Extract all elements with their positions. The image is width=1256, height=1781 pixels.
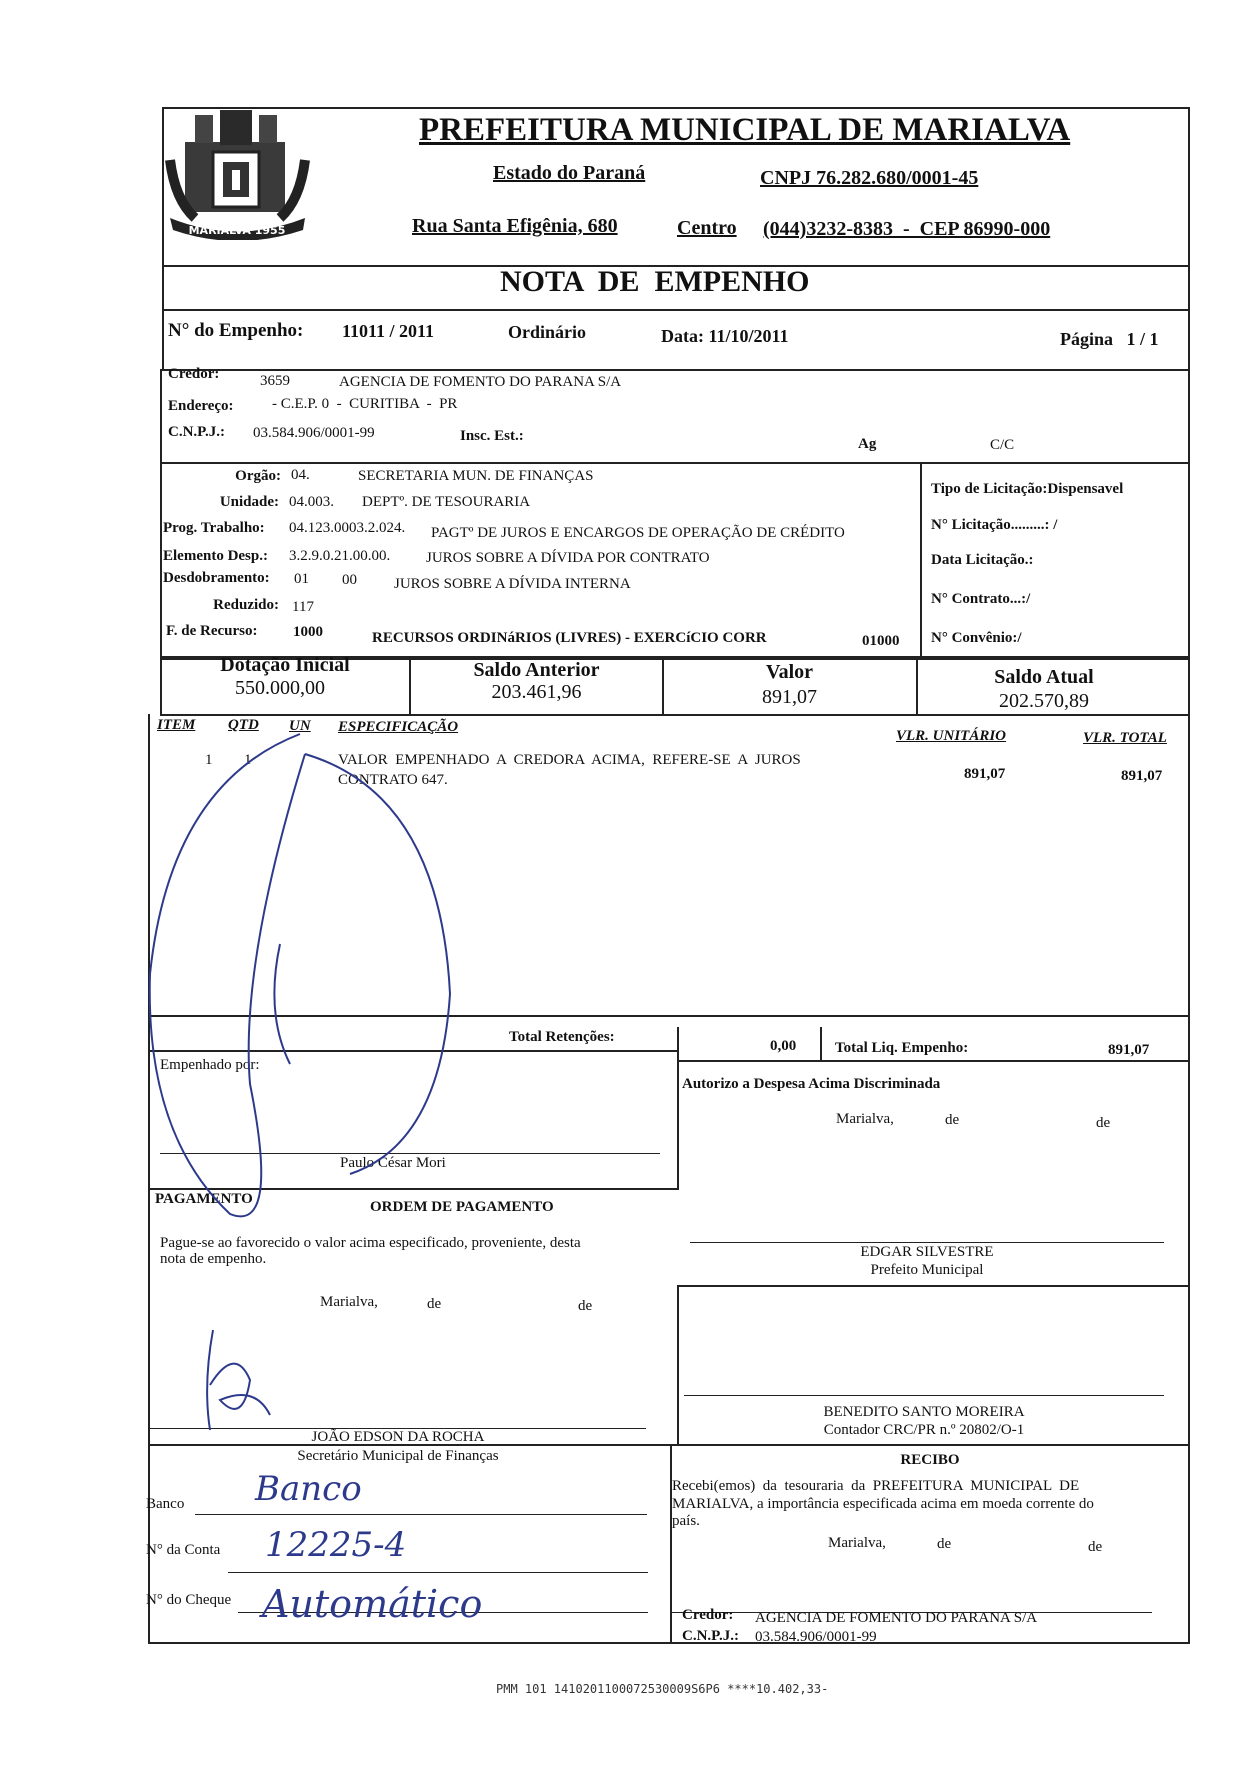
- reduzido-label: Reduzido:: [213, 597, 279, 613]
- prog-trabalho-name: PAGTº DE JUROS E ENCARGOS DE OPERAÇÃO DE CRÉDITO: [431, 525, 845, 541]
- total-liquido-label: Total Liq. Empenho:: [835, 1040, 969, 1056]
- autorizo-label: Autorizo a Despesa Acima Discriminada: [682, 1076, 941, 1092]
- pagamento-de-1: de: [427, 1296, 442, 1312]
- tipo-licitacao: Tipo de Licitação:Dispensavel: [931, 481, 1124, 497]
- recibo-line-2: MARIALVA, a importância especificada acima em moeda corrente do: [672, 1496, 1094, 1512]
- desdobramento-label: Desdobramento:: [163, 570, 270, 586]
- total-liquido-value: 891,07: [1108, 1042, 1150, 1058]
- doc-title: NOTA DE EMPENHO: [500, 265, 810, 298]
- prog-trabalho-code: 04.123.0003.2.024.: [289, 520, 406, 536]
- empenho-type: Ordinário: [508, 322, 587, 342]
- empenhado-por-label: Empenhado por:: [160, 1057, 260, 1073]
- saldo-anterior-value: 203.461,96: [491, 681, 582, 703]
- saldo-anterior-label: Saldo Anterior: [473, 659, 600, 681]
- col-header-qtd: QTD: [228, 717, 259, 733]
- item-row-item: 1: [205, 752, 213, 768]
- recurso-code2: 01000: [862, 633, 900, 649]
- credor-name: AGENCIA DE FOMENTO DO PARANA S/A: [339, 374, 622, 390]
- empenho-number: 11011 / 2011: [342, 321, 435, 341]
- numero-licitacao: N° Licitação.........: /: [931, 517, 1058, 533]
- orgao-label: Orgão:: [235, 468, 281, 484]
- insc-est-label: Insc. Est.:: [460, 428, 524, 444]
- elemento-code: 3.2.9.0.21.00.00.: [289, 548, 391, 564]
- elemento-label: Elemento Desp.:: [163, 548, 268, 564]
- autorizo-de-1: de: [945, 1112, 960, 1128]
- autorizo-city: Marialva,: [836, 1111, 894, 1127]
- header-title: PREFEITURA MUNICIPAL DE MARIALVA: [419, 112, 1071, 148]
- dotacao-inicial-label: Dotação Inicial: [220, 654, 350, 676]
- recibo-cnpj-label: C.N.P.J.:: [682, 1628, 739, 1644]
- pagamento-text-2: nota de empenho.: [160, 1251, 267, 1267]
- conta-label: N° da Conta: [146, 1542, 221, 1558]
- cheque-handwritten: Automático: [262, 1582, 483, 1626]
- item-row-total-value: 891,07: [1121, 768, 1163, 784]
- cnpj-label: C.N.P.J.:: [168, 424, 225, 440]
- autorizo-de-2: de: [1096, 1115, 1111, 1131]
- conta-handwritten: 12225-4: [265, 1525, 407, 1565]
- header-cnpj: CNPJ 76.282.680/0001-45: [760, 167, 979, 189]
- desdobramento-name: JUROS SOBRE A DÍVIDA INTERNA: [394, 576, 631, 592]
- recibo-credor-name: AGENCIA DE FOMENTO DO PARANA S/A: [755, 1610, 1038, 1626]
- empenho-date: Data: 11/10/2011: [661, 326, 789, 346]
- numero-convenio: N° Convênio:/: [931, 630, 1022, 646]
- cnpj-value: 03.584.906/0001-99: [253, 425, 375, 441]
- orgao-code: 04.: [291, 467, 310, 483]
- account-label: C/C: [990, 437, 1015, 453]
- item-row-qtd: 1: [244, 752, 252, 768]
- unidade-name: DEPTº. DE TESOURARIA: [362, 494, 531, 510]
- header-state: Estado do Paraná: [493, 162, 646, 184]
- item-row-spec-2: CONTRATO 647.: [338, 772, 448, 788]
- recurso-name: RECURSOS ORDINáRIOS (LIVRES) - EXERCíCIO CORR: [372, 630, 767, 646]
- empenho-number-label: N° do Empenho:: [168, 320, 304, 341]
- recibo-line-3: país.: [672, 1513, 700, 1529]
- municipal-crest-icon: [165, 100, 310, 240]
- page-number: Página 1 / 1: [1060, 329, 1159, 349]
- data-licitacao: Data Licitação.:: [931, 552, 1034, 568]
- prefeito-role: Prefeito Municipal: [870, 1262, 984, 1278]
- pagamento-city: Marialva,: [320, 1294, 378, 1310]
- header-address: Rua Santa Efigênia, 680: [412, 215, 618, 237]
- valor-value: 891,07: [762, 686, 817, 708]
- item-row-unit-value: 891,07: [964, 766, 1006, 782]
- header-district: Centro: [677, 217, 737, 239]
- recibo-title: RECIBO: [900, 1452, 960, 1468]
- col-header-spec: ESPECIFICAÇÃO: [338, 719, 459, 735]
- pagamento-de-2: de: [578, 1298, 593, 1314]
- unidade-code: 04.003.: [289, 494, 334, 510]
- recibo-line-1: Recebi(emos) da tesouraria da PREFEITURA MUNICIPAL DE: [672, 1478, 1080, 1494]
- item-row-spec-1: VALOR EMPENHADO A CREDORA ACIMA, REFERE-SE A JUROS: [338, 752, 801, 768]
- svg-text:MARIALVA 1955: MARIALVA 1955: [188, 224, 286, 237]
- recibo-credor-label: Credor:: [682, 1607, 734, 1623]
- numero-contrato: N° Contrato...:/: [931, 591, 1031, 607]
- col-header-unit-value: VLR. UNITÁRIO: [896, 728, 1007, 744]
- recibo-cnpj-value: 03.584.906/0001-99: [755, 1629, 877, 1645]
- contador-role: Contador CRC/PR n.º 20802/O-1: [823, 1422, 1025, 1438]
- credor-code: 3659: [260, 373, 290, 389]
- header-phone-cep: (044)3232-8383 - CEP 86990-000: [763, 218, 1051, 240]
- address-value: - C.E.P. 0 - CURITIBA - PR: [272, 396, 458, 412]
- recurso-label: F. de Recurso:: [166, 623, 258, 639]
- dotacao-inicial-value: 550.000,00: [235, 677, 325, 699]
- unidade-label: Unidade:: [219, 494, 279, 510]
- total-retencoes-value: 0,00: [770, 1038, 797, 1054]
- address-label: Endereço:: [168, 398, 234, 414]
- saldo-atual-value: 202.570,89: [999, 690, 1089, 712]
- prog-trabalho-label: Prog. Trabalho:: [163, 520, 265, 536]
- signature-flourish: [130, 714, 480, 1234]
- credor-box: [160, 369, 1190, 464]
- secretario-signature: [195, 1325, 285, 1435]
- empenhado-por-name: Paulo César Mori: [340, 1155, 446, 1171]
- desdobramento-code1: 01: [294, 571, 309, 587]
- recibo-de-2: de: [1088, 1539, 1103, 1555]
- elemento-name: JUROS SOBRE A DÍVIDA POR CONTRATO: [426, 550, 710, 566]
- pagamento-label: PAGAMENTO: [155, 1191, 253, 1207]
- cheque-label: N° do Cheque: [146, 1592, 232, 1608]
- col-header-un: UN: [289, 718, 311, 734]
- orgao-name: SECRETARIA MUN. DE FINANÇAS: [358, 468, 594, 484]
- desdobramento-code2: 00: [342, 572, 357, 588]
- ordem-pagamento-title: ORDEM DE PAGAMENTO: [370, 1199, 554, 1215]
- agency-label: Ag: [858, 436, 877, 452]
- secretario-name: JOÃO EDSON DA ROCHA: [311, 1429, 485, 1445]
- valor-label: Valor: [765, 661, 814, 683]
- reduzido-code: 117: [292, 599, 314, 615]
- pagamento-text-1: Pague-se ao favorecido o valor acima especificado, proveniente, desta: [160, 1235, 581, 1251]
- contador-name: BENEDITO SANTO MOREIRA: [823, 1404, 1025, 1420]
- col-header-item: ITEM: [157, 717, 196, 733]
- banco-handwritten: Banco: [255, 1469, 362, 1509]
- credor-label: Credor:: [168, 366, 220, 382]
- footer-code: PMM 101 1410201100072530009S6P6 ****10.402,33-: [496, 1682, 829, 1696]
- saldo-atual-label: Saldo Atual: [994, 666, 1094, 688]
- recibo-city: Marialva,: [828, 1535, 886, 1551]
- col-header-total-value: VLR. TOTAL: [1083, 730, 1167, 746]
- recurso-code: 1000: [293, 624, 323, 640]
- secretario-role: Secretário Municipal de Finanças: [297, 1448, 499, 1464]
- banco-label: Banco: [146, 1496, 185, 1512]
- recibo-de-1: de: [937, 1536, 952, 1552]
- total-retencoes-label: Total Retenções:: [509, 1029, 615, 1045]
- prefeito-name: EDGAR SILVESTRE: [860, 1244, 994, 1260]
